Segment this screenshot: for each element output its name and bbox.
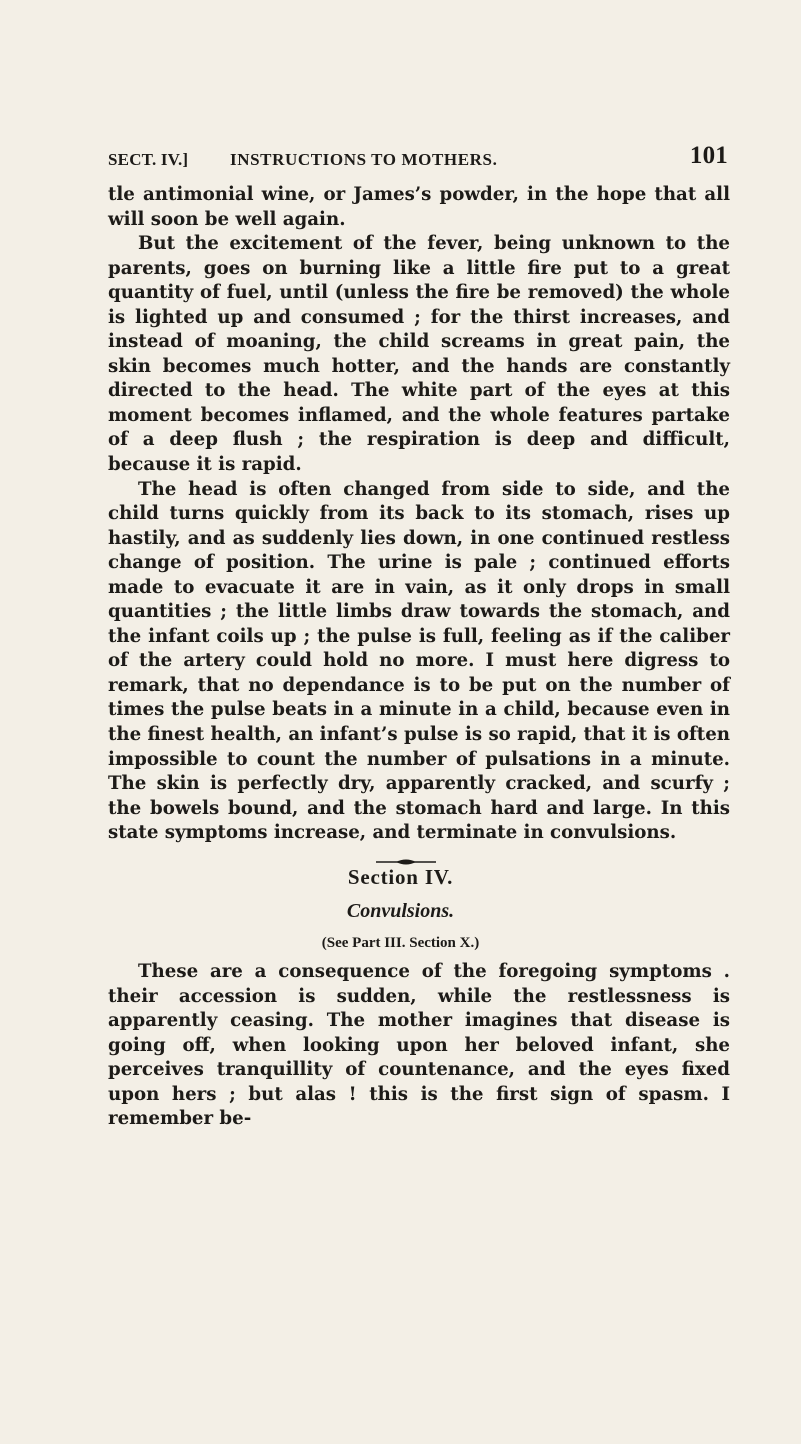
running-head [108, 142, 738, 174]
paragraph: But the excitement of the fever, being unknown to the parents, goes on burning like a little fire put to a great quantity of fuel, until (unless the fire be removed) the whole is lighted up and consumed ; for the thirst increases, and instead of moaning, the child screams in great pain, the skin becomes much hotter, and the hands are constantly directed to the head. The white part of the eyes at this moment becomes inflamed, and the whole features partake of a deep flush ; the respiration is deep and difficult, because it is rapid. [108, 233, 730, 476]
paragraph: tle antimonial wine, or James’s powder, in the hope that all will soon be well again. [108, 184, 730, 230]
section-subtitle: Convulsions. [346, 900, 455, 922]
section-heading: Section IV. [347, 865, 454, 889]
page-number: 101 [689, 142, 728, 169]
body-text [108, 183, 730, 846]
running-head-title: INSTRUCTIONS TO MOTHERS. [230, 150, 498, 169]
paragraph: These are a consequence of the foregoing symptoms . their accession is sudden, while the restlessness is apparently ceasing. The mother imagines that disease is going off, when looking upon her beloved infant, she perceives tranquillity of countenance, and the eyes fixed upon hers ; but alas ! this is the first sign of spasm. I remember be- [108, 961, 730, 1130]
paragraph: The head is often changed from side to side, and the child turns quickly from its back to its stomach, rises up hastily, and as suddenly lies down, in one continued restless change of position. The urine is pale ; continued efforts made to evacuate it are in vain, as it only drops in small quantities ; the little limbs draw towards the stomach, and the infant coils up ; the pulse is full, feeling as if the caliber of the artery could hold no more. I must here digress to remark, that no dependance is to be put on the number of times the pulse beats in a minute in a child, because even in the finest health, an infant’s pulse is so rapid, that it is often impossible to count the number of pulsations in a minute. The skin is perfectly dry, apparently cracked, and scurfy ; the bowels bound, and the stomach hard and large. In this state symptoms increase, and terminate in convulsions. [108, 478, 730, 844]
running-head-section: SECT. IV.] [108, 150, 189, 169]
section-reference: (See Part III. Section X.) [321, 935, 480, 951]
section-body [108, 960, 730, 1132]
